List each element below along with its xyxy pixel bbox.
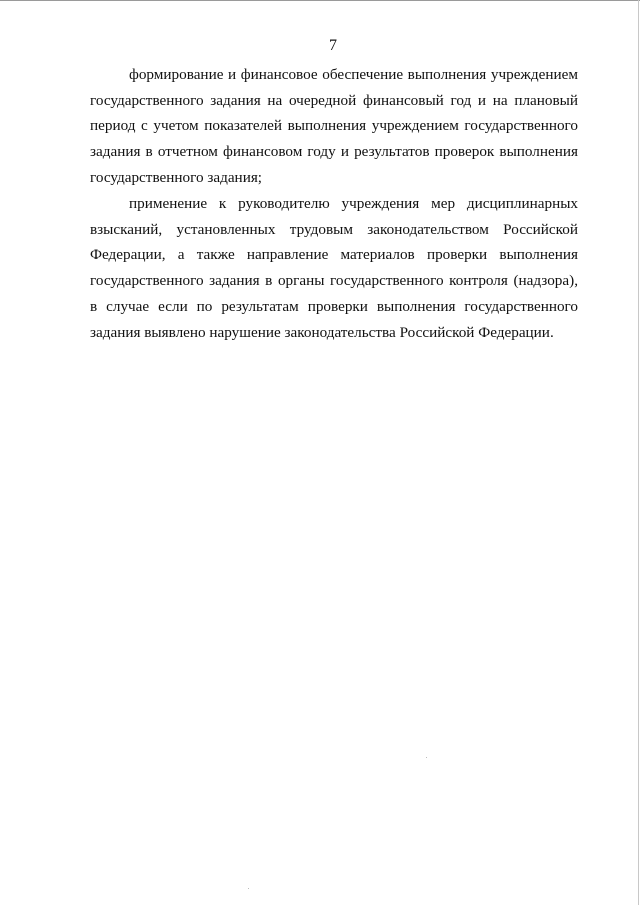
scan-right-edge [638,0,639,905]
scan-artifact [248,888,249,889]
page-number: 7 [329,37,337,54]
paragraph-disciplinary-measures: применение к руководителю учреждения мер дисциплинарных взысканий, установленных трудовым законодательством Российской Федерации, а также направление материалов проверки выполнения государственного задания в органы государственного контроля (надзора), в случае если по результатам проверки выполнения государственного задания выявлено нарушение законодательства Российской Федерации. [90,195,578,341]
scan-artifact [426,757,427,758]
paragraph-funding: формирование и финансовое обеспечение выполнения учреждением государственного задания на очередной финансовый год и на плановый период с учетом показателей выполнения учреждением государственного задания в отчетном финансовом году и результатов проверок выполнения государственного задания; [90,66,578,186]
scan-top-edge [0,0,640,1]
